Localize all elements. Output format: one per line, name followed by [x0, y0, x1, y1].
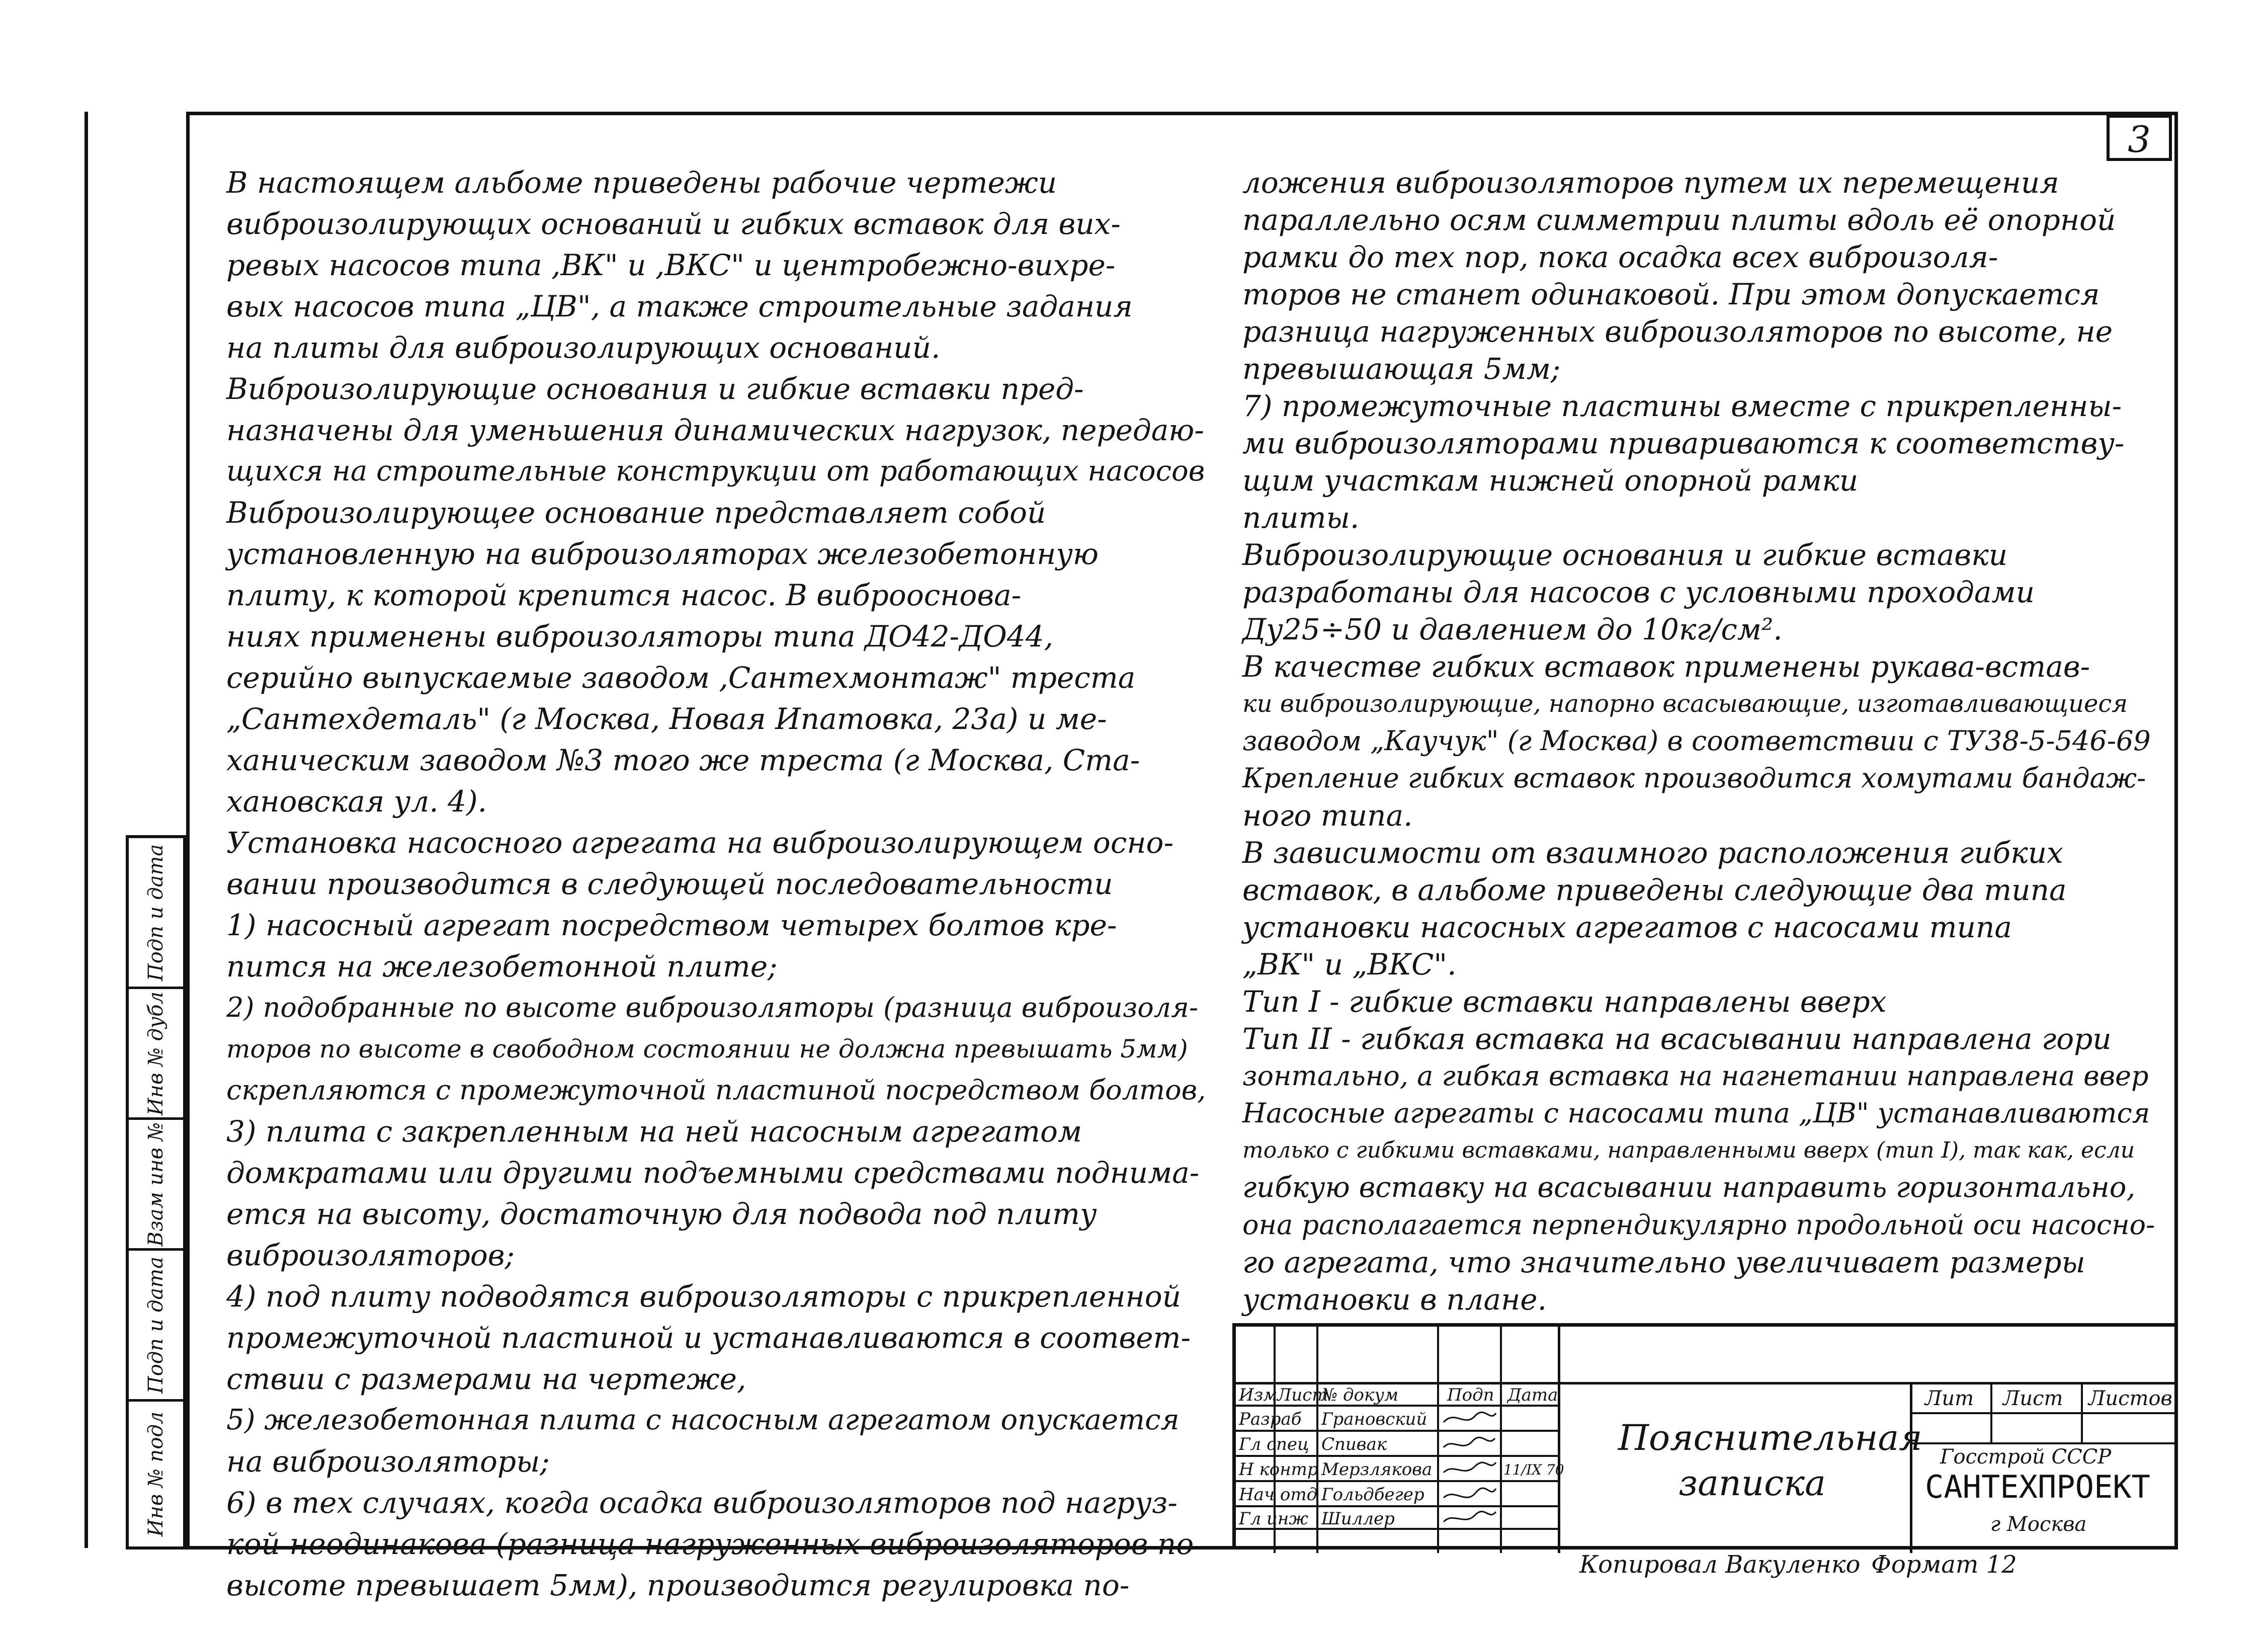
- text-line: виброизолирующих оснований и гибких вставок для вих-: [226, 207, 1121, 241]
- text-line: ханическим заводом №3 того же треста (г Москва, Ста-: [226, 743, 1140, 777]
- text-line: „Сантехдеталь" (г Москва, Новая Ипатовка, 23а) и ме-: [226, 702, 1107, 736]
- text-line: хановская ул. 4).: [226, 784, 487, 819]
- header-doc-number: № докум: [1321, 1385, 1399, 1405]
- person-name: Мерзлякова: [1321, 1459, 1433, 1480]
- role-label: Нач отд: [1239, 1485, 1318, 1505]
- header-signature: Подп: [1447, 1385, 1494, 1405]
- text-line: В настоящем альбоме приведены рабочие чертежи: [226, 166, 1057, 200]
- text-line: ми виброизоляторами привариваются к соответству-: [1242, 426, 2125, 460]
- role-label: Разраб: [1239, 1409, 1302, 1429]
- text-line: ревых насосов типа ,ВК" и ,ВКС" и центробежно-вихре-: [226, 248, 1116, 282]
- text-line: 6) в тех случаях, когда осадка виброизоляторов под нагруз-: [226, 1486, 1178, 1520]
- title-block-rule: [1437, 1327, 1439, 1553]
- text-line: торов не станет одинаковой. При этом допускается: [1242, 277, 2100, 311]
- text-line: серийно выпускаемые заводом ,Сантехмонтаж" треста: [226, 661, 1136, 695]
- text-line: параллельно осям симметрии плиты вдоль её опорной: [1242, 203, 2116, 237]
- document-title: Пояснительная: [1618, 1417, 1922, 1458]
- title-block-rule: [1558, 1327, 1560, 1553]
- title-block: [1232, 1323, 2178, 1550]
- copied-by: Копировал Вакуленко: [1579, 1551, 1861, 1579]
- organization-line1: Госстрой СССР: [1940, 1445, 2112, 1469]
- text-line: 1) насосный агрегат посредством четырех болтов кре-: [226, 908, 1117, 942]
- title-block-rule: [1316, 1327, 1318, 1553]
- text-line: Крепление гибких вставок производится хомутами бандаж-: [1242, 762, 2146, 794]
- text-line: ется на высоту, достаточную для подвода под плиту: [226, 1197, 1097, 1231]
- side-stamp-cell: Подп и дата: [129, 1251, 183, 1402]
- text-line: превышающая 5мм;: [1242, 352, 1561, 386]
- title-block-rule: [1500, 1327, 1502, 1553]
- role-label: Гл спец: [1239, 1434, 1309, 1454]
- title-block-rule: [1910, 1382, 1912, 1553]
- organization-city: г Москва: [1990, 1513, 2087, 1536]
- title-block-rule: [2081, 1382, 2083, 1442]
- text-line: на плиты для виброизолирующих оснований.: [226, 331, 941, 365]
- list-label: Лист: [2003, 1387, 2063, 1410]
- text-line: Виброизолирующие основания и гибкие вставки пред-: [226, 372, 1084, 406]
- text-line: разработаны для насосов с условными проходами: [1242, 575, 2035, 609]
- text-line: установленную на виброизоляторах железобетонную: [226, 537, 1099, 571]
- text-line: вых насосов типа „ЦВ", а также строительные задания: [226, 289, 1133, 323]
- person-name: Грановский: [1321, 1409, 1427, 1429]
- role-label: Гл инж: [1239, 1509, 1308, 1529]
- person-name: Спивак: [1321, 1434, 1387, 1454]
- title-block-rule: [1990, 1382, 1992, 1442]
- text-line: только с гибкими вставками, направленными вверх (тип I), так как, если: [1242, 1137, 2135, 1163]
- text-line: скрепляются с промежуточной пластиной посредством болтов,: [226, 1074, 1206, 1106]
- sheet-number: 3: [2107, 115, 2172, 161]
- side-stamp-cell: Инв № подл: [144, 1411, 167, 1537]
- text-line: ствии с размерами на чертеже,: [226, 1362, 746, 1396]
- text-line: Тип I - гибкие вставки направлены вверх: [1242, 985, 1887, 1019]
- text-line: „ВК" и „ВКС".: [1242, 947, 1457, 982]
- text-line: назначены для уменьшения динамических нагрузок, передаю-: [226, 413, 1204, 447]
- text-line: разница нагруженных виброизоляторов по высоте, не: [1242, 314, 2113, 349]
- title-block-rule: [1236, 1480, 1558, 1482]
- text-line: Установка насосного агрегата на виброизолирующем осно-: [226, 826, 1174, 860]
- text-line: пится на железобетонной плите;: [226, 949, 778, 984]
- text-line: виброизоляторов;: [226, 1238, 515, 1272]
- text-line: щим участкам нижней опорной рамки: [1242, 463, 1859, 498]
- title-block-rule: [1236, 1430, 1558, 1432]
- text-line: ки виброизолирующие, напорно всасывающие, изготавливающиеся: [1242, 690, 2128, 718]
- text-line: Насосные агрегаты с насосами типа „ЦВ" устанавливаются: [1242, 1097, 2150, 1129]
- title-block-rule: [1236, 1505, 1558, 1507]
- side-stamp-cell: Подп и дата: [129, 838, 183, 989]
- text-line: Ду25÷50 и давлением до 10кг/см².: [1242, 612, 1783, 646]
- text-line: Виброизолирующие основания и гибкие вставки: [1242, 538, 2008, 572]
- text-line: вании производится в следующей последовательности: [226, 867, 1113, 901]
- text-line: установки насосных агрегатов с насосами типа: [1242, 910, 2012, 944]
- text-line: ниях применены виброизоляторы типа ДО42-ДО44,: [226, 619, 1054, 654]
- text-line: ного типа.: [1242, 798, 1413, 833]
- text-line: В зависимости от взаимного расположения гибких: [1242, 836, 2063, 870]
- text-line: на виброизоляторы;: [226, 1444, 550, 1479]
- text-line: она располагается перпендикулярно продольной оси насосно-: [1242, 1209, 2155, 1241]
- text-line: 5) железобетонная плита с насосным агрегатом опускается: [226, 1404, 1180, 1436]
- text-line: торов по высоте в свободном состоянии не должна превышать 5мм): [226, 1034, 1188, 1064]
- side-stamp: [126, 835, 186, 1550]
- text-line: зонтально, а гибкая вставка на нагнетании направлена ввер: [1242, 1060, 2149, 1092]
- text-line: го агрегата, что значительно увеличивает размеры: [1242, 1245, 2085, 1279]
- listov-label: Листов: [2088, 1387, 2172, 1410]
- person-name: Шиллер: [1321, 1509, 1395, 1529]
- text-line: заводом „Каучук" (г Москва) в соответствии с ТУ38-5-546-69: [1242, 725, 2151, 757]
- role-label: Н контр: [1239, 1459, 1318, 1480]
- text-line: вставок, в альбоме приведены следующие два типа: [1242, 873, 2067, 907]
- text-line: Виброизолирующее основание представляет собой: [226, 496, 1046, 530]
- signature-scribbles: [1440, 1407, 1499, 1528]
- text-line: промежуточной пластиной и устанавливаются в соответ-: [226, 1321, 1191, 1355]
- document-subtitle: записка: [1678, 1462, 1826, 1504]
- text-line: 3) плита с закрепленным на ней насосным агрегатом: [226, 1114, 1082, 1149]
- text-line: домкратами или другими подъемными средствами поднима-: [226, 1156, 1200, 1190]
- side-stamp-cell: Взам инв №: [129, 1120, 183, 1251]
- text-line: плиты.: [1242, 501, 1360, 535]
- text-line: высоте превышает 5мм), производится регулировка по-: [226, 1568, 1130, 1602]
- text-line: В качестве гибких вставок применены рукава-встав-: [1242, 649, 2090, 684]
- text-line: 2) подобранные по высоте виброизоляторы (разница виброизоля-: [226, 992, 1199, 1023]
- text-line: кой неодинакова (разница нагруженных виброизоляторов по: [226, 1527, 1194, 1561]
- text-line: Тип II - гибкая вставка на всасывании направлена гори: [1242, 1022, 2112, 1056]
- lit-label: Лит: [1925, 1387, 1974, 1410]
- date-entry: 11/IX 70: [1503, 1461, 1564, 1478]
- text-line: 4) под плиту подводятся виброизоляторы с прикрепленной: [226, 1279, 1181, 1314]
- organization-name: САНТЕХПРОЕКТ: [1925, 1469, 2150, 1505]
- text-line: 7) промежуточные пластины вместе с прикрепленны-: [1242, 389, 2122, 423]
- person-name: Гольдбегер: [1321, 1485, 1424, 1505]
- text-line: рамки до тех пор, пока осадка всех виброизоля-: [1242, 240, 1998, 274]
- text-line: ложения виброизоляторов путем их перемещения: [1242, 166, 2059, 200]
- text-line: плиту, к которой крепится насос. В виброоснова-: [226, 578, 1022, 612]
- title-block-rule: [1910, 1412, 2174, 1414]
- title-block-rule: [1236, 1455, 1558, 1457]
- title-block-rule: [1236, 1382, 2174, 1384]
- header-izm: Изм: [1239, 1385, 1278, 1405]
- text-line: щихся на строительные конструкции от работающих насосов: [226, 455, 1205, 487]
- header-date: Дата: [1507, 1385, 1558, 1405]
- side-stamp-cell: Инв № дубл: [129, 989, 183, 1120]
- text-line: установки в плане.: [1242, 1282, 1547, 1317]
- text-line: гибкую вставку на всасывании направить горизонтально,: [1242, 1171, 2136, 1204]
- title-block-rule: [1910, 1442, 2174, 1444]
- format-label: Формат 12: [1871, 1551, 2017, 1579]
- header-list: Лист: [1277, 1385, 1328, 1405]
